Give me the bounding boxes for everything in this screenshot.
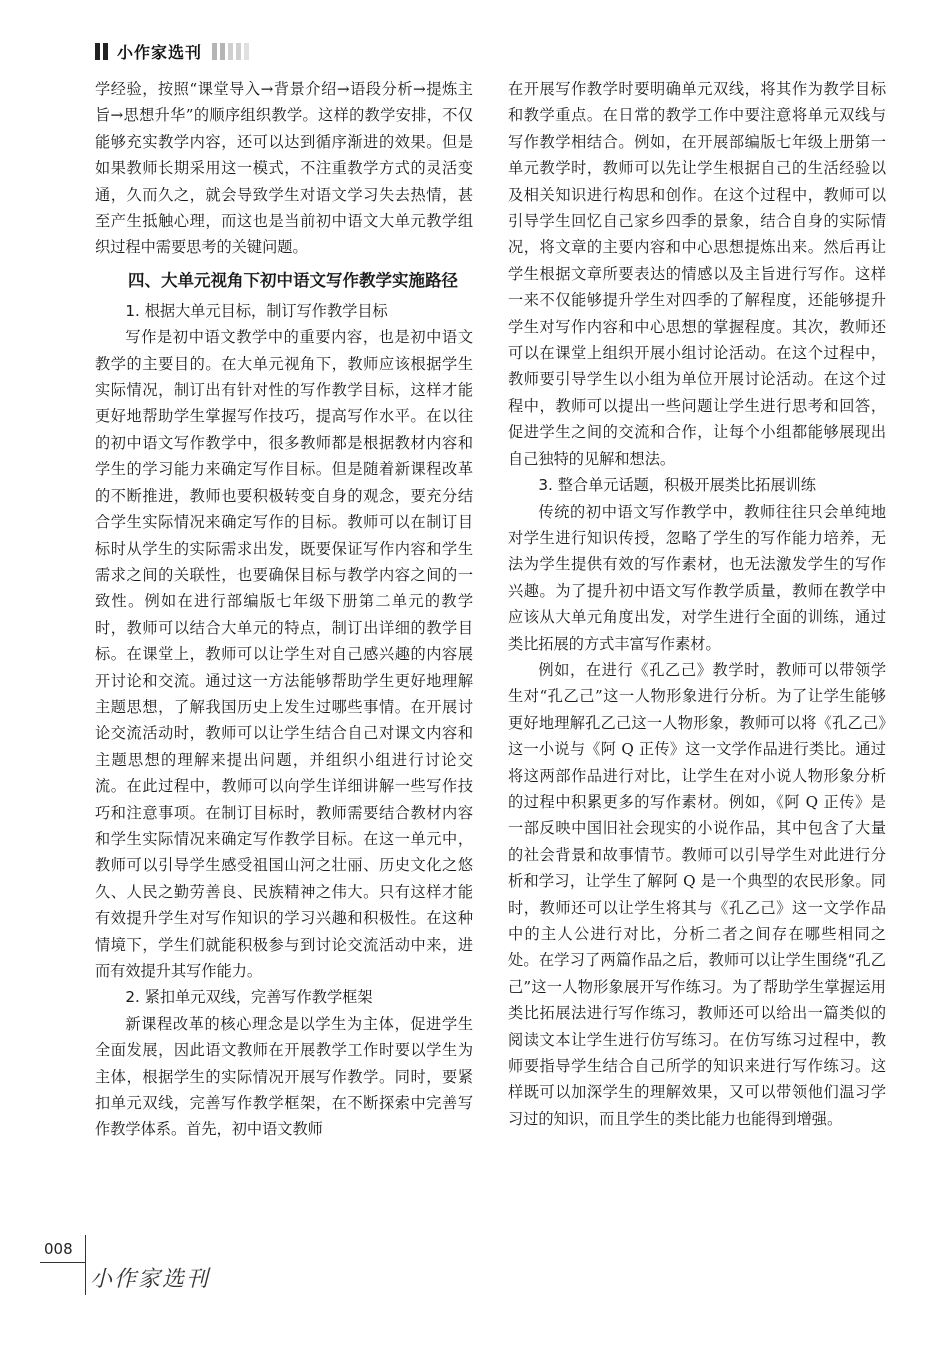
paragraph: 例如，在进行《孔乙己》教学时，教师可以带领学生对“孔乙己”这一人物形象进行分析。为了让学生能够更好地理解孔乙己这一人物形象，教师可以将《孔乙己》这一小说与《阿 Q 正传》这一文学作品进行类比。通过将这两部作品进行对比，让学生在对小说人物形象分析的过程中积累更多的写作素材。例如，《阿 Q 正传》是一部反映中国旧社会现实的小说作品，其中包含了大量的社会背景和故事情节。教师可以引导学生对此进行分析和学习，让学生了解阿 Q 是一个典型的农民形象。同时，教师还可以让学生将其与《孔乙己》这一文学作品中的主人公进行对比，分析二者之间存在哪些相同之处。在学习了两篇作品之后，教师可以让学生围绕“孔乙己”这一人物形象展开写作练习。为了帮助学生掌握运用类比拓展法进行写作练习，教师还可以给出一篇类似的阅读文本让学生进行仿写练习。在仿写练习过程中，教师要指导学生结合自己所学的知识来进行写作练习。这样既可以加深学生的理解效果，又可以带领他们温习学习过的知识，而且学生的类比能力也能得到增强。 xyxy=(508,660,886,1128)
running-header xyxy=(95,40,252,62)
header-bar-icon xyxy=(212,43,217,60)
paragraph: 在开展写作教学时要明确单元双线，将其作为教学目标和教学重点。在日常的教学工作中要注意将单元双线与写作教学相结合。例如，在开展部编版七年级上册第一单元教学时，教师可以先让学生根据自己的生活经验以及相关知识进行构思和创作。在这个过程中，教师可以引导学生回忆自己家乡四季的景象，结合自身的实际情况，将文章的主要内容和中心思想提炼出来。然后再让学生根据文章所要表达的情感以及主旨进行写作。这样一来不仅能够提升学生对四季的了解程度，还能够提升学生对写作内容和中心思想的掌握程度。其次，教师还可以在课堂上组织开展小组讨论活动。在这个过程中，教师要引导学生以小组为单位开展讨论活动。在这个过程中，教师可以提出一些问题让学生进行思考和回答，促进学生之间的交流和合作，让每个小组都能够展现出自己独特的见解和想法。 xyxy=(508,80,886,468)
subsection-heading: 1. 根据大单元目标，制订写作教学目标 xyxy=(125,301,388,320)
footer-logo: 小作家选刊 xyxy=(90,1267,211,1292)
section-heading: 四、大单元视角下初中语文写作教学实施路径 xyxy=(128,270,458,290)
paragraph: 写作是初中语文教学中的重要内容，也是初中语文教学的主要目的。在大单元视角下，教师应该根据学生实际情况，制订出有针对性的写作教学目标，这样才能更好地帮助学生掌握写作技巧，提高写作水平。在以往的初中语文写作教学中，很多教师都是根据教材内容和学生的学习能力来确定写作目标。但是随着新课程改革的不断推进，教师也要积极转变自身的观念，要充分结合学生实际情况来确定写作的目标。教师可以在制订目标时从学生的实际需求出发，既要保证写作内容和学生需求之间的关联性，也要确保目标与教学内容之间的一致性。例如在进行部编版七年级下册第二单元的教学时，教师可以结合大单元的特点，制订出详细的教学目标。在课堂上，教师可以让学生对自己感兴趣的内容展开讨论和交流。通过这一方法能够帮助学生更好地理解主题思想，了解我国历史上发生过哪些事情。在开展讨论交流活动时，教师可以让学生结合自己对课文内容和主题思想的理解来提出问题，并组织小组进行讨论交流。在此过程中，教师可以向学生详细讲解一些写作技巧和注意事项。在制订目标时，教师需要结合教材内容和学生实际情况来确定写作教学目标。在这一单元中，教师可以引导学生感受祖国山河之壮丽、历史文化之悠久、人民之勤劳善良、民族精神之伟大。只有这样才能有效提升学生对写作知识的学习兴趣和积极性。在这种情境下，学生们就能积极参与到讨论交流活动中来，进而有效提升其写作能力。 xyxy=(95,328,473,980)
paragraph: 学经验，按照“课堂导入→背景介绍→语段分析→提炼主旨→思想升华”的顺序组织教学。这样的教学安排，不仅能够充实教学内容，还可以达到循序渐进的效果。但是如果教师长期采用这一模式，不注重教学方式的灵活变通，久而久之，就会导致学生对语文学习失去热情，甚至产生抵触心理，而这也是当前初中语文大单元教学组织过程中需要思考的关键问题。 xyxy=(95,80,473,257)
header-bar-icon xyxy=(220,43,225,60)
subsection-heading: 3. 整合单元话题，积极开展类比拓展训练 xyxy=(538,476,816,495)
header-title: 小作家选刊 xyxy=(117,42,203,62)
paragraph: 新课程改革的核心理念是以学生为主体，促进学生全面发展，因此语文教师在开展教学工作时要以学生为主体，根据学生的实际情况开展写作教学。同时，要紧扣单元双线，完善写作教学框架，在不断探索中完善写作教学体系。首先，初中语文教师 xyxy=(95,1014,473,1139)
subsection-heading: 2. 紧扣单元双线，完善写作教学框架 xyxy=(125,988,373,1007)
left-column xyxy=(95,76,473,1143)
header-bar-icon xyxy=(236,43,241,60)
header-bar-icon xyxy=(244,43,249,60)
folio-rule xyxy=(40,1262,86,1263)
header-bar-icon xyxy=(95,43,100,60)
page-number: 008 xyxy=(44,1240,73,1258)
header-bar-icon xyxy=(103,43,108,60)
folio-divider xyxy=(85,1235,86,1295)
right-column xyxy=(508,76,886,1132)
paragraph: 传统的初中语文写作教学中，教师往往只会单纯地对学生进行知识传授，忽略了学生的写作能力培养，无法为学生提供有效的写作素材，也无法激发学生的写作兴趣。为了提升初中语文写作教学质量，教师在教学中应该从大单元角度出发，对学生进行全面的训练，通过类比拓展的方式丰富写作素材。 xyxy=(508,502,886,653)
header-bar-icon xyxy=(228,43,233,60)
